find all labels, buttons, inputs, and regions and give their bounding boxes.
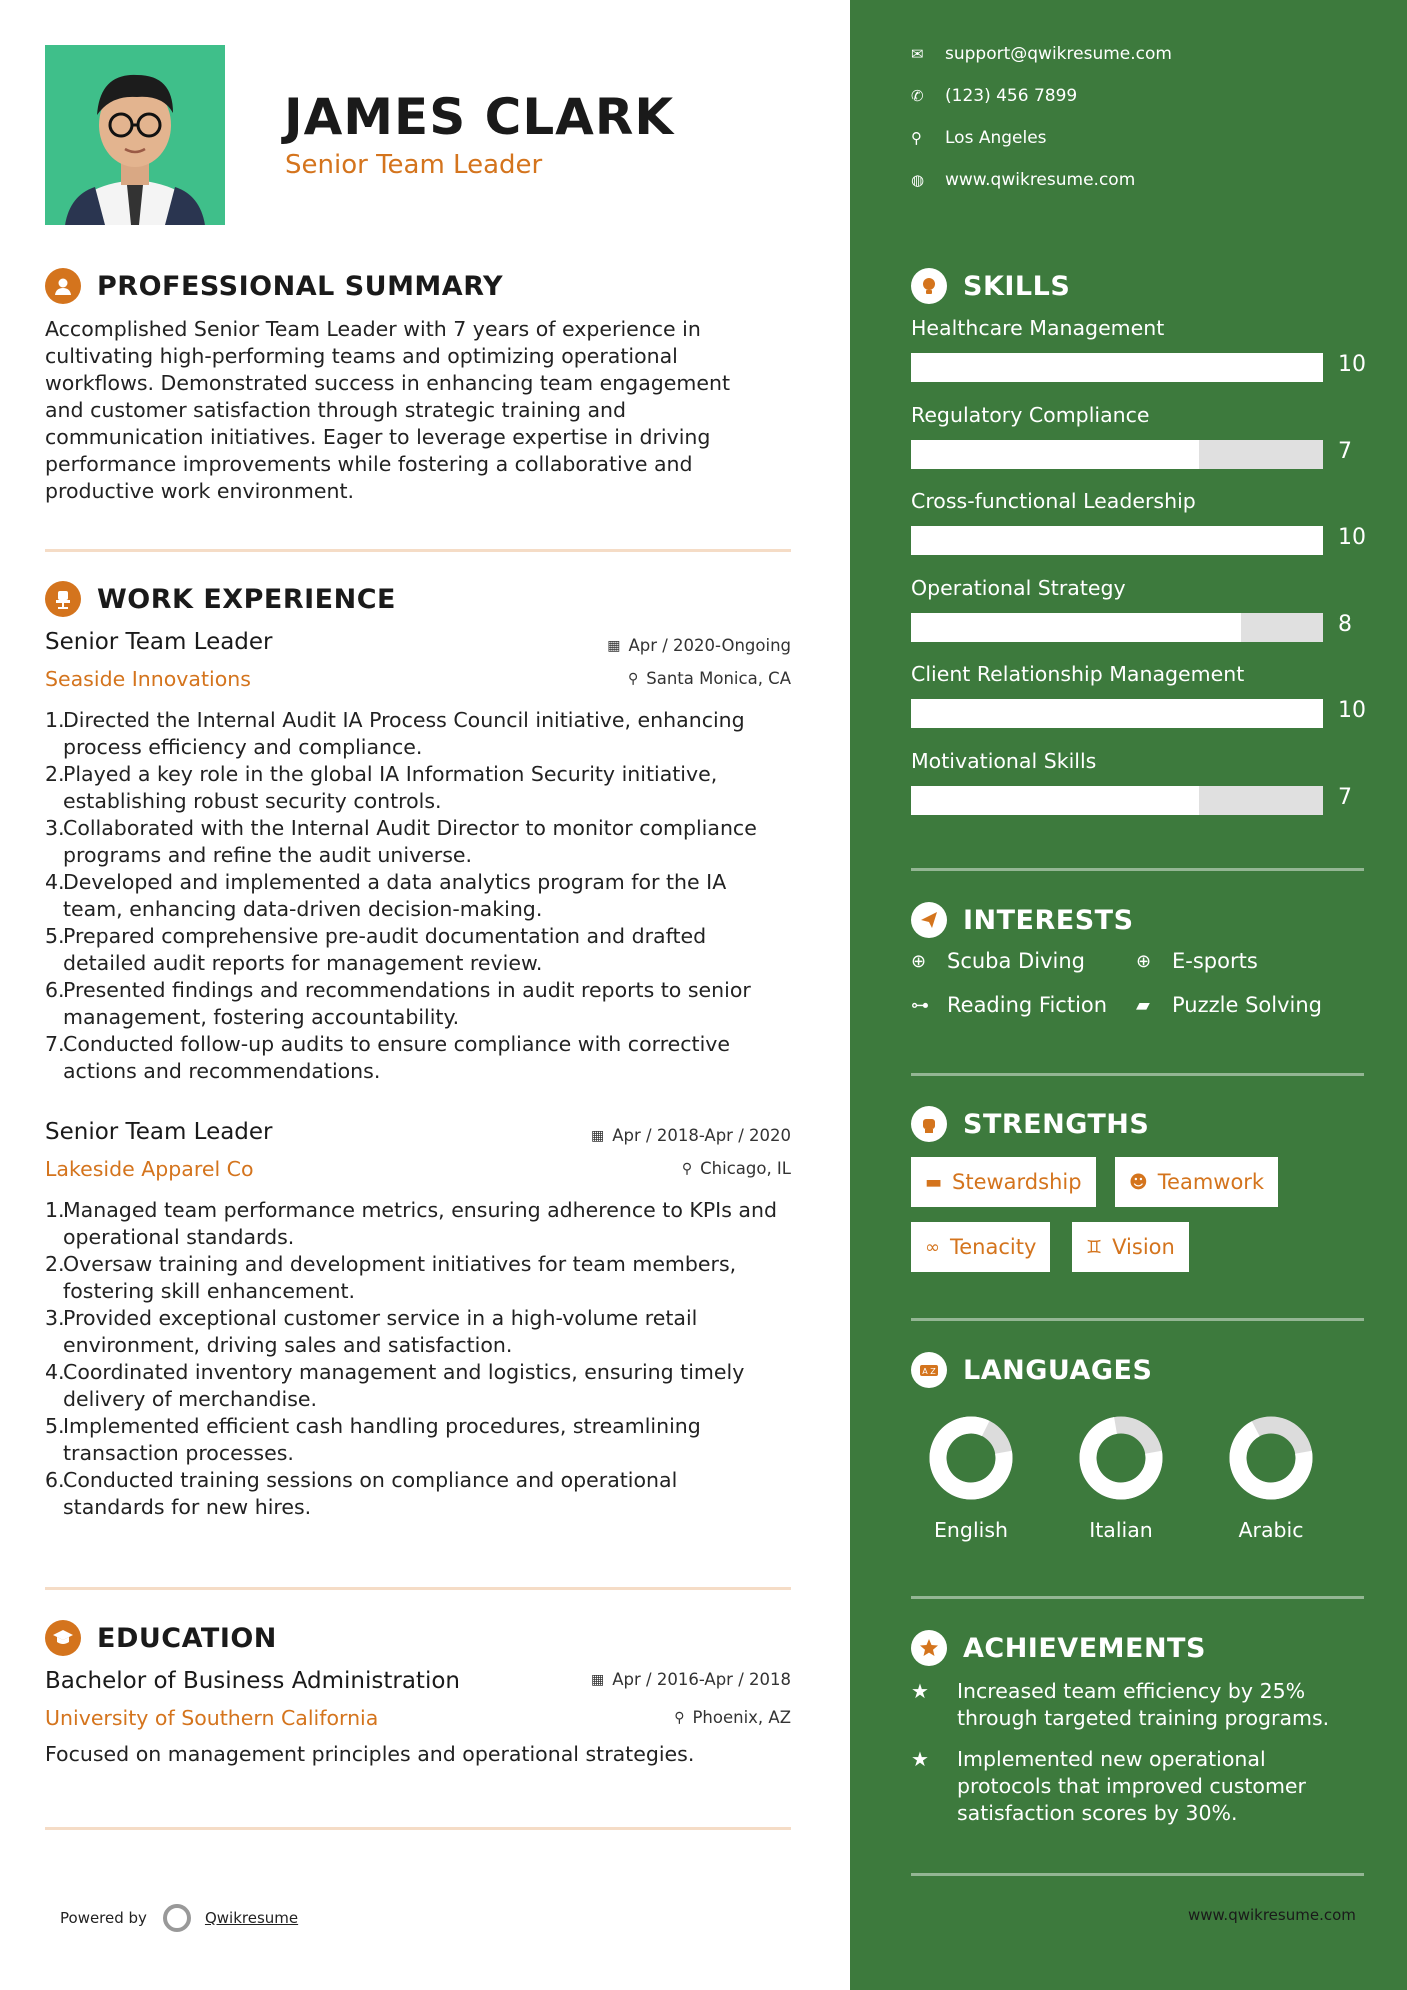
pushpin-icon: ⚲ (681, 1160, 693, 1177)
job-bullets (45, 707, 785, 1085)
pushpin-icon: ⚲ (674, 1709, 685, 1726)
education-description: Focused on management principles and operational strategies. (45, 1742, 695, 1766)
skill-bar (911, 786, 1323, 815)
graduation-cap-icon (45, 1620, 81, 1656)
skills-heading: SKILLS (911, 268, 1070, 304)
degree: Bachelor of Business Administration (45, 1668, 460, 1694)
link-icon: ∞ (925, 1236, 940, 1258)
users-icon: ☻ (1129, 1171, 1148, 1193)
skill-name: Cross-functional Leadership (911, 489, 1196, 513)
qwikresume-logo-icon (163, 1904, 191, 1932)
education-heading: EDUCATION (45, 1620, 277, 1656)
divider (911, 868, 1364, 871)
job-title: Senior Team Leader (45, 629, 273, 655)
experience-heading: WORK EXPERIENCE (45, 581, 396, 617)
user-circle-icon (45, 268, 81, 304)
skill-name: Client Relationship Management (911, 662, 1245, 686)
contact-location: ⚲ Los Angeles (911, 128, 1047, 148)
contact-phone: ✆ (123) 456 7899 (911, 86, 1078, 106)
skill-bar-fill (911, 786, 1199, 815)
language-label: English (933, 1518, 1009, 1542)
skill-name: Operational Strategy (911, 575, 1126, 600)
achievement-item: ★ Increased team efficiency by 25% through targeted training programs. (911, 1679, 1330, 1730)
divider (45, 1827, 791, 1830)
lifebuoy-icon: ⊕ (911, 950, 927, 972)
summary-heading: PROFESSIONAL SUMMARY (45, 268, 503, 304)
calendar-icon: ▦ (591, 1671, 605, 1688)
candidate-title: Senior Team Leader (285, 150, 543, 180)
skill-bar (911, 699, 1323, 728)
skill-bar-fill (911, 353, 1323, 382)
list-item: 2. Played a key role in the global IA Information Security initiative, establishing robust security controls. (45, 762, 718, 813)
calendar-icon: ▦ (591, 1127, 605, 1144)
divider (911, 1873, 1364, 1876)
job-bullets (45, 1197, 785, 1521)
location-pin-icon: ⚲ (911, 129, 922, 147)
skill-level: 10 (1338, 698, 1366, 723)
languages-heading: A Z LANGUAGES (911, 1352, 1152, 1388)
phone-icon: ✆ (911, 87, 924, 105)
list-item: 2. Oversaw training and development initiatives for team members, fostering skill enhancement. (45, 1252, 737, 1303)
svg-text:A Z: A Z (922, 1367, 936, 1376)
contact-website: ◍ www.qwikresume.com (911, 170, 1136, 190)
skill-name: Healthcare Management (911, 316, 1165, 340)
globe-icon: ◍ (911, 171, 925, 189)
language-donut (1221, 1408, 1321, 1508)
skill-level: 7 (1338, 784, 1352, 810)
job-company: Lakeside Apparel Co (45, 1157, 254, 1181)
divider (911, 1073, 1364, 1076)
list-item: 3. Provided exceptional customer service in a high-volume retail environment, driving sales and satisfaction. (45, 1306, 698, 1357)
qwikresume-link[interactable]: Qwikresume (204, 1909, 299, 1927)
skill-level: 10 (1338, 352, 1366, 377)
divider (45, 549, 791, 552)
skill-bar (911, 353, 1323, 382)
skill-bar (911, 440, 1323, 469)
list-item: 7. Conducted follow-up audits to ensure compliance with corrective actions and recommendations. (45, 1032, 731, 1083)
translate-icon (911, 1352, 947, 1388)
chair-icon (45, 581, 81, 617)
gamepad-icon: ⊶ (911, 994, 929, 1016)
book-icon: ▰ (1136, 994, 1150, 1016)
job-location: ⚲ Chicago, IL (681, 1159, 791, 1178)
candidate-name: JAMES CLARK (284, 88, 675, 146)
footer-url: www.qwikresume.com (1188, 1906, 1356, 1924)
list-item: 1. Directed the Internal Audit IA Process Council initiative, enhancing process efficiency and compliance. (45, 708, 745, 759)
star-badge-icon (911, 1630, 947, 1666)
fist-icon (911, 1106, 947, 1142)
achievements-heading: ACHIEVEMENTS (911, 1630, 1206, 1666)
divider (911, 1596, 1364, 1599)
skill-bar (911, 526, 1323, 555)
skill-bar-fill (911, 699, 1323, 728)
skill-name: Regulatory Compliance (911, 402, 1150, 427)
strength-badge: ▬ Stewardship (911, 1157, 1096, 1207)
skill-bar-fill (911, 613, 1241, 642)
pushpin-icon: ⚲ (628, 670, 639, 687)
divider (45, 1587, 791, 1590)
paper-plane-icon (911, 902, 947, 938)
education-date: ▦ Apr / 2016-Apr / 2018 (591, 1670, 791, 1689)
education-location: ⚲ Phoenix, AZ (674, 1708, 791, 1727)
list-item: 6. Conducted training sessions on compliance and operational standards for new hires. (45, 1468, 678, 1519)
divider (911, 1318, 1364, 1321)
lightbulb-icon (911, 268, 947, 304)
powered-by: Powered by Qwikresume (60, 1904, 298, 1932)
language-label: Arabic (1238, 1518, 1304, 1542)
list-item: 5. Prepared comprehensive pre-audit documentation and drafted detailed audit reports for management review. (45, 924, 707, 975)
interests-heading: INTERESTS (911, 902, 1134, 938)
interest-item: ⊕ Scuba Diving (911, 949, 1085, 973)
contact-email: ✉ support@qwikresume.com (911, 44, 1172, 64)
interest-item: ⊶ Reading Fiction (911, 993, 1108, 1017)
job-location: ⚲ Santa Monica, CA (628, 669, 791, 688)
list-item: 3. Collaborated with the Internal Audit Director to monitor compliance programs and refine the audit universe. (45, 816, 757, 867)
job-title: Senior Team Leader (45, 1119, 273, 1145)
briefcase-icon: ▬ (925, 1171, 943, 1193)
binoculars-icon: ♊ (1086, 1236, 1103, 1258)
list-item: 1. Managed team performance metrics, ensuring adherence to KPIs and operational standards. (45, 1198, 777, 1249)
skill-level: 8 (1338, 611, 1352, 637)
language-donut (921, 1408, 1021, 1508)
strength-badge: ♊ Vision (1072, 1222, 1189, 1272)
language-donut (1071, 1408, 1171, 1508)
skill-level: 7 (1338, 438, 1352, 464)
calendar-icon: ▦ (607, 637, 621, 654)
interest-item: ⊕ E-sports (1136, 949, 1258, 973)
skill-bar-fill (911, 526, 1323, 555)
language-label: Italian (1089, 1518, 1153, 1542)
strength-badge: ☻ Teamwork (1115, 1157, 1278, 1207)
envelope-icon: ✉ (911, 45, 924, 63)
skill-name: Motivational Skills (911, 748, 1097, 773)
list-item: 5. Implemented efficient cash handling procedures, streamlining transaction processes. (45, 1414, 701, 1465)
summary-text: Accomplished Senior Team Leader with 7 years of experience in cultivating high-performing teams and optimizing operational workflows. Demonstrated success in enhancing team engagement and customer satisfaction through strategic training and communication initiatives. Eager to leverage expertise in driving performance improvements while fostering a collaborative and productive work environment. (45, 317, 730, 503)
list-item: 4. Developed and implemented a data analytics program for the IA team, enhancing data-driven decision-making. (45, 870, 727, 921)
school: University of Southern California (45, 1706, 379, 1730)
list-item: 6. Presented findings and recommendations in audit reports to senior management, fostering accountability. (45, 978, 751, 1029)
skill-level: 10 (1338, 525, 1366, 550)
job-date: ▦ Apr / 2018-Apr / 2020 (591, 1126, 791, 1145)
profile-photo (45, 45, 225, 225)
interest-item: ▰ Puzzle Solving (1136, 993, 1322, 1017)
strengths-heading: STRENGTHS (911, 1106, 1149, 1142)
achievement-item: ★ Implemented new operational protocols that improved customer satisfaction scores by 30%. (911, 1747, 1306, 1825)
star-icon: ★ (911, 1747, 929, 1771)
lifebuoy-icon: ⊕ (1136, 950, 1152, 972)
job-company: Seaside Innovations (45, 667, 251, 691)
list-item: 4. Coordinated inventory management and logistics, ensuring timely delivery of merchandise. (45, 1360, 745, 1411)
job-date: ▦ Apr / 2020-Ongoing (607, 636, 791, 655)
skill-bar-fill (911, 440, 1199, 469)
star-icon: ★ (911, 1679, 929, 1703)
strength-badge: ∞ Tenacity (911, 1222, 1050, 1272)
skill-bar (911, 613, 1323, 642)
